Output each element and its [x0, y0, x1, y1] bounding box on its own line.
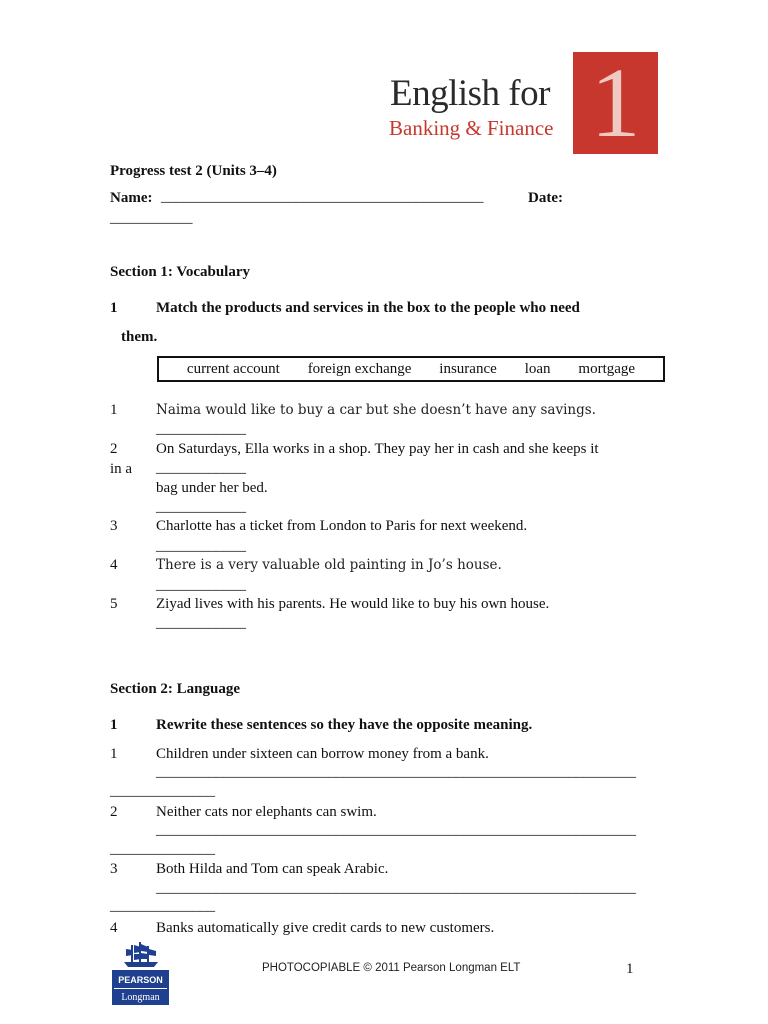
section2-heading: Section 2: Language	[110, 681, 241, 697]
rewrite-line: ________________________________________________________________	[156, 880, 636, 896]
vocab-item-text: Naima would like to buy a car but she doesn’t have any savings.	[156, 402, 596, 418]
rewrite-line: ________________________________________________________________	[156, 822, 636, 838]
logo-pearson-text: PEARSON	[118, 975, 163, 985]
answer-blank: ____________	[156, 499, 246, 515]
ship-icon	[124, 942, 158, 967]
answer-blank: ____________	[156, 615, 246, 631]
rewrite-line-end: ______________	[110, 898, 215, 914]
word-box	[157, 356, 665, 382]
vocab-item-number: 3	[110, 518, 118, 534]
language-item-text: Children under sixteen can borrow money from a bank.	[156, 746, 489, 762]
language-item-text: Banks automatically give credit cards to new customers.	[156, 920, 495, 936]
page-number: 1	[626, 961, 634, 977]
rewrite-line: ________________________________________________________________	[156, 764, 636, 780]
section2-exercise-number: 1	[110, 717, 118, 733]
word-box-item: foreign exchange	[307, 360, 412, 377]
name-label: Name:	[110, 190, 153, 206]
test-title: Progress test 2 (Units 3–4)	[110, 163, 277, 179]
book-title-banking-finance: Banking & Finance	[389, 116, 554, 140]
date-blank-line: ___________	[110, 210, 193, 226]
answer-blank: ____________	[156, 460, 246, 476]
book-title-english-for: English for	[390, 73, 550, 114]
section1-exercise-number: 1	[110, 300, 118, 316]
vocab-item-text: Charlotte has a ticket from London to Paris for next weekend.	[156, 518, 528, 534]
language-item-number: 2	[110, 804, 118, 820]
vocab-item-number: 4	[110, 557, 118, 573]
book-number-badge: 1	[573, 52, 658, 154]
name-blank-line: ___________________________________________	[161, 189, 484, 205]
vocab-item-text: Ziyad lives with his parents. He would like to buy his own house.	[156, 596, 550, 612]
vocab-item-text: On Saturdays, Ella works in a shop. They pay her in cash and she keeps it	[156, 441, 599, 457]
vocab-item-number: 5	[110, 596, 118, 612]
word-box-item: mortgage	[578, 360, 636, 377]
language-item-text: Neither cats nor elephants can swim.	[156, 804, 377, 820]
date-label: Date:	[528, 190, 563, 206]
word-box-item: current account	[186, 360, 280, 377]
vocab-item-number: 2	[110, 441, 118, 457]
section1-instruction-wrap: them.	[121, 329, 158, 345]
vocab-item-text: There is a very valuable old painting in Jo’s house.	[156, 557, 502, 573]
rewrite-line-end: ______________	[110, 783, 215, 799]
answer-blank: ____________	[156, 538, 246, 554]
word-box-item: loan	[524, 360, 551, 377]
section1-instruction: Match the products and services in the box to the people who need	[156, 300, 580, 316]
vocab-item-wrap-prefix: in a	[110, 461, 133, 477]
copyright-footer: PHOTOCOPIABLE © 2011 Pearson Longman ELT	[262, 962, 521, 974]
logo-longman-text: Longman	[121, 992, 160, 1003]
language-item-number: 3	[110, 861, 118, 877]
language-item-text: Both Hilda and Tom can speak Arabic.	[156, 861, 389, 877]
section1-heading: Section 1: Vocabulary	[110, 264, 251, 280]
vocab-item-text-continued: bag under her bed.	[156, 480, 268, 496]
word-box-item: insurance	[439, 360, 497, 377]
section2-instruction: Rewrite these sentences so they have the opposite meaning.	[156, 717, 533, 733]
language-item-number: 1	[110, 746, 118, 762]
pearson-longman-logo	[112, 940, 169, 1005]
answer-blank: ____________	[156, 577, 246, 593]
vocab-item-number: 1	[110, 402, 118, 418]
language-item-number: 4	[110, 920, 118, 936]
answer-blank: ____________	[156, 421, 246, 437]
rewrite-line-end: ______________	[110, 841, 215, 857]
